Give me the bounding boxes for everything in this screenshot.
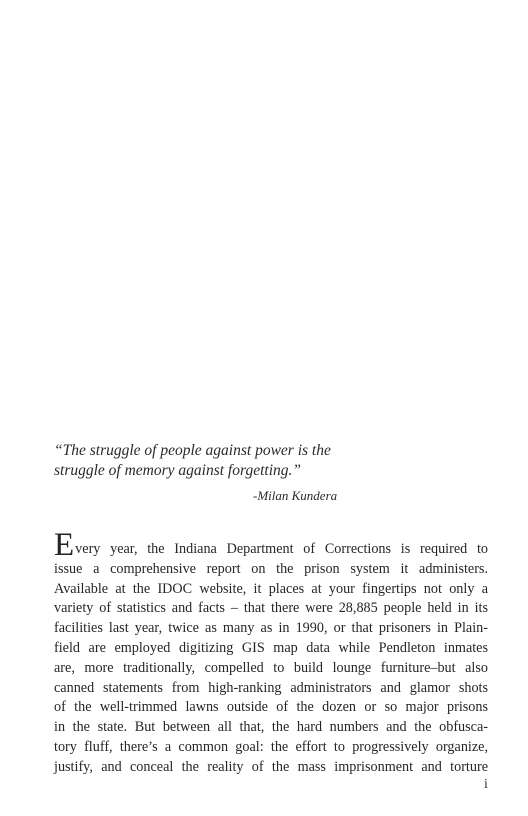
page-number: i bbox=[484, 777, 488, 792]
body-line: field are employed digitizing GIS map data while Pendleton inmates bbox=[54, 639, 488, 656]
body-line: tory fluff, there’s a common goal: the effort to progressively organize, bbox=[54, 738, 488, 755]
epigraph-attribution: -Milan Kundera bbox=[253, 488, 338, 503]
body-line: justify, and conceal the reality of the mass imprisonment and torture bbox=[54, 758, 488, 775]
body-line: Available at the IDOC website, it places at your fingertips not only a bbox=[54, 580, 488, 597]
epigraph-quote-line-2: struggle of memory against forgetting.” bbox=[54, 462, 301, 479]
body-line: in the state. But between all that, the hard numbers and the obfusca- bbox=[54, 719, 488, 736]
body-line: issue a comprehensive report on the prison system it administers. bbox=[54, 560, 488, 577]
body-line: of the well-trimmed lawns outside of the dozen or so major prisons bbox=[54, 699, 488, 716]
body-paragraph bbox=[54, 527, 488, 778]
body-line bbox=[54, 527, 488, 563]
epigraph bbox=[54, 441, 354, 503]
body-line: canned statements from high-ranking administrators and glamor shots bbox=[54, 679, 488, 696]
drop-cap: E bbox=[54, 527, 75, 563]
epigraph-quote bbox=[54, 441, 354, 481]
body-line: are, more traditionally, compelled to build lounge furniture–but also bbox=[54, 659, 488, 676]
body-line: variety of statistics and facts – that there were 28,885 people held in its bbox=[54, 600, 488, 617]
epigraph-quote-line-1: “The struggle of people against power is the bbox=[54, 442, 331, 459]
body-line: facilities last year, twice as many as in 1990, or that prisoners in Plain- bbox=[54, 620, 488, 637]
body-line-text: very year, the Indiana Department of Corrections is required to bbox=[75, 541, 488, 557]
